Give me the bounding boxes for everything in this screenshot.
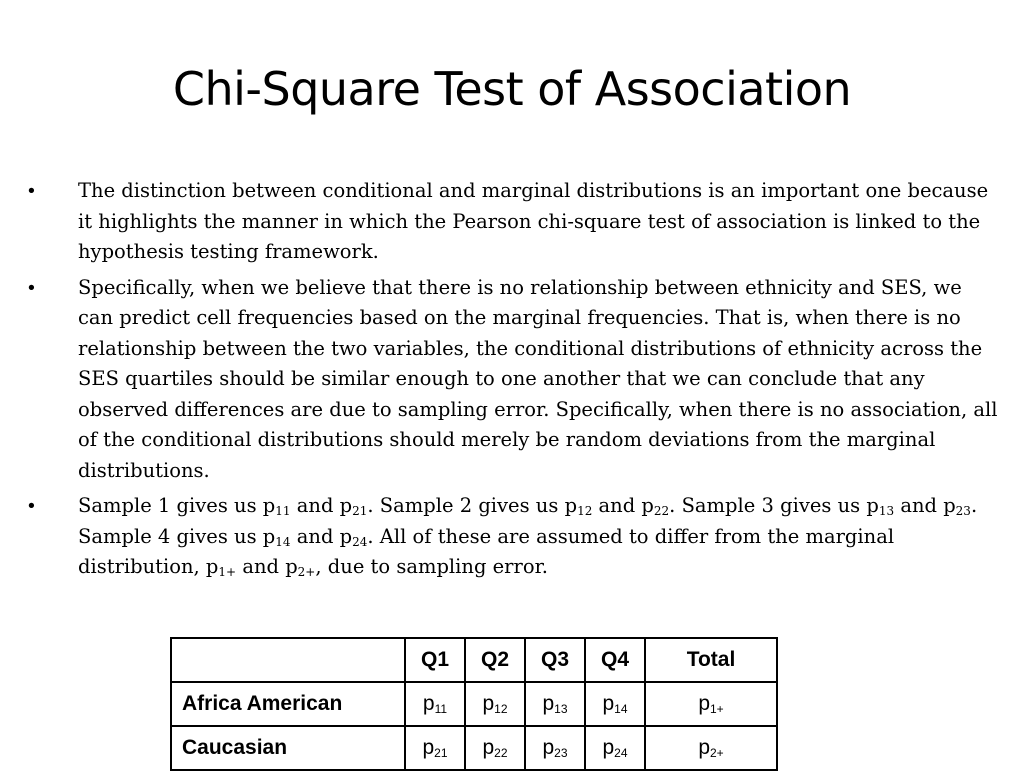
bullet-item <box>28 491 998 583</box>
table-cell: $p_{21}$ <box>405 726 465 770</box>
bullet-marker: • <box>28 495 35 517</box>
contingency-table <box>170 637 778 771</box>
table-cell: $p_{2+}$ <box>645 726 777 770</box>
table-cell: $p_{14}$ <box>585 682 645 726</box>
column-header: Q1 <box>405 638 465 682</box>
bullet-text-sample: Sample 1 gives us $p_{11}$ and $p_{21}$. Sample 2 gives us $p_{12}$ and $p_{22}$. Sample 3 gives us $p_{13}$ and $p_{23}$. Sample 4 gives us $p_{14}$ and $p_{24}$. All of these are assumed to differ from the marginal distribution, $p_{1+}$ and $p_{2+}$, due to sampling error. <box>78 494 978 579</box>
table-cell: $p_{13}$ <box>525 682 585 726</box>
bullet-item <box>28 273 998 487</box>
column-header: Q3 <box>525 638 585 682</box>
table-cell: $p_{23}$ <box>525 726 585 770</box>
row-header: Africa American <box>171 682 405 726</box>
bullet-text: The distinction between conditional and marginal distributions is an important one because it highlights the manner in which the Pearson chi-square test of association is linked to the hypothesis testing framework. <box>78 179 989 263</box>
row-header: Caucasian <box>171 726 405 770</box>
table-header-row <box>171 638 777 682</box>
table-cell: $p_{22}$ <box>465 726 525 770</box>
slide-title: Chi-Square Test of Association <box>172 62 852 116</box>
table-cell: $p_{24}$ <box>585 726 645 770</box>
bullet-item <box>28 176 998 268</box>
table-row <box>171 726 777 770</box>
table-cell: $p_{11}$ <box>405 682 465 726</box>
bullet-marker: • <box>28 180 35 202</box>
table-corner-cell <box>171 638 405 682</box>
bullet-text: Specifically, when we believe that there is no relationship between ethnicity and SES, we can predict cell frequencies based on the marginal frequencies. That is, when there is no relationship between the two variables, the conditional distributions of ethnicity across the SES quartiles should be similar enough to one another that we can conclude that any observed differences are due to sampling error. Specifically, when there is no association, all of the conditional distributions should merely be random deviations from the marginal distributions. <box>78 275 998 482</box>
table-cell: $p_{12}$ <box>465 682 525 726</box>
column-header: Q4 <box>585 638 645 682</box>
table-cell: $p_{1+}$ <box>645 682 777 726</box>
column-header: Q2 <box>465 638 525 682</box>
bullet-marker: • <box>28 276 35 299</box>
bullet-list <box>28 176 998 588</box>
table-row <box>171 682 777 726</box>
column-header: Total <box>645 638 777 682</box>
